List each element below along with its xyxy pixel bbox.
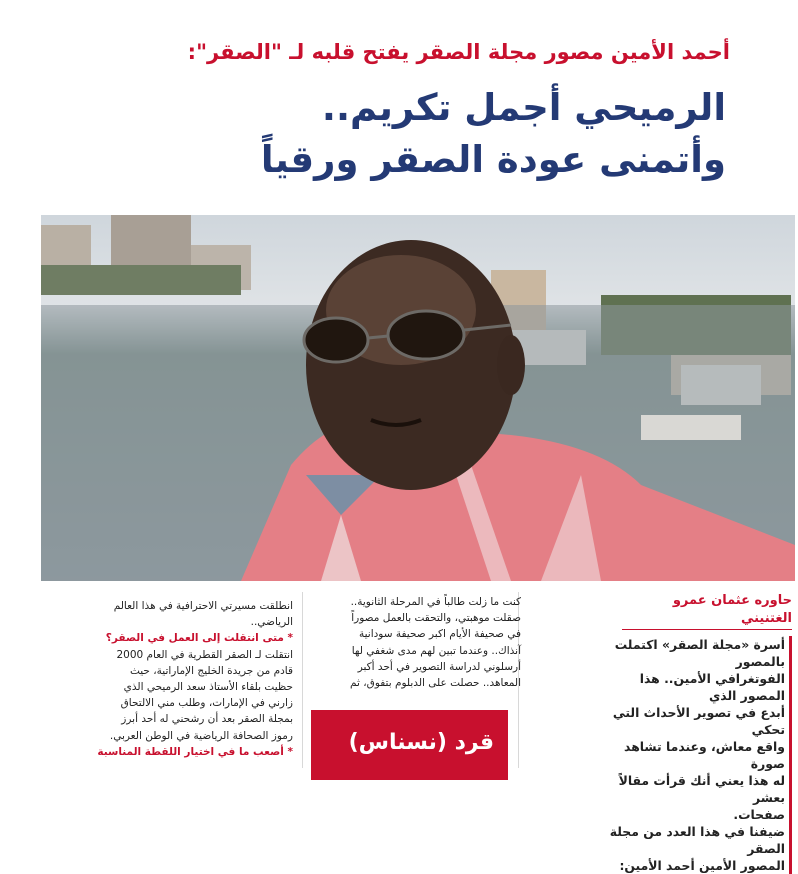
body-line: رموز الصحافة الرياضية في الوطن العربي.	[109, 729, 293, 742]
body-line: حظيت بلقاء الأستاذ سعد الرميحي الذي	[123, 681, 293, 694]
body-line: أرسلوني لدراسة التصوير في أحد أكبر	[357, 660, 521, 673]
column-divider	[302, 592, 303, 768]
intro-line: أسرة «مجلة الصقر» اكتملت بالمصور	[614, 637, 785, 669]
interview-question: * متى انتقلت إلى العمل في الصقر؟	[105, 632, 293, 645]
pull-quote-box: قرد (نسناس)	[311, 710, 508, 780]
intro-line: المصور الأمين أحمد الأمين:	[619, 858, 785, 873]
body-line: صقلت موهبتي، والتحقت بالعمل مصوراً	[351, 612, 521, 625]
intro-line: أبدع في تصوير الأحداث التي تحكي	[612, 705, 785, 737]
intro-line: صفحات.	[733, 807, 785, 822]
photo-illustration	[41, 215, 795, 581]
byline: حاوره عثمان عمرو الغتنيني	[622, 592, 792, 630]
intro-line: واقع معاش، وعندما تشاهد صورة	[624, 739, 785, 771]
intro-line: الفوتغرافي الأمين.. هذا المصور الذي	[639, 671, 785, 703]
intro-line: ضيفنا في هذا العدد من مجلة الصقر	[609, 824, 785, 856]
headline-line-1: الرميحي أجمل تكريم..	[321, 86, 726, 129]
body-line: كنت ما زلت طالباً في المرحلة الثانوية..	[350, 596, 521, 608]
body-line: الرياضي..	[250, 616, 293, 629]
body-line: آنذاك.. وعندما تبين لهم مدى شغفي لها	[351, 644, 521, 657]
article-headline	[26, 82, 726, 186]
body-line: قادم من جريدة الخليج الإماراتية، حيث	[129, 664, 293, 677]
article-kicker: أحمد الأمين مصور مجلة الصقر يفتح قلبه لـ "الصقر":	[187, 40, 730, 64]
intro-line: له هذا يعني أنك قرأت مقالاً بعشر	[618, 773, 785, 805]
article-photo	[41, 215, 795, 581]
body-line: انتقلت لـ الصقر القطرية في العام 2000	[116, 648, 293, 661]
body-line: انطلقت مسيرتي الاحترافية في هذا العالم	[113, 600, 293, 612]
headline-line-2: وأتمنى عودة الصقر ورقياً	[260, 138, 726, 181]
column-middle	[339, 594, 521, 691]
intro-paragraph	[592, 636, 792, 874]
column-right	[592, 592, 792, 874]
body-line: المعاهد.. حصلت على الدبلوم بتفوق، ثم	[350, 677, 521, 690]
interview-question: * أصعب ما في اختيار اللقطة المناسبة	[97, 745, 293, 758]
body-line: في صحيفة الأيام اكبر صحيفة سودانية	[358, 628, 521, 641]
body-line: بمجلة الصقر بعد أن رشحني له أحد أبرز	[121, 713, 293, 726]
column-left	[90, 598, 293, 760]
body-line: زارني في الإمارات، وطلب مني الالتحاق	[120, 697, 293, 710]
